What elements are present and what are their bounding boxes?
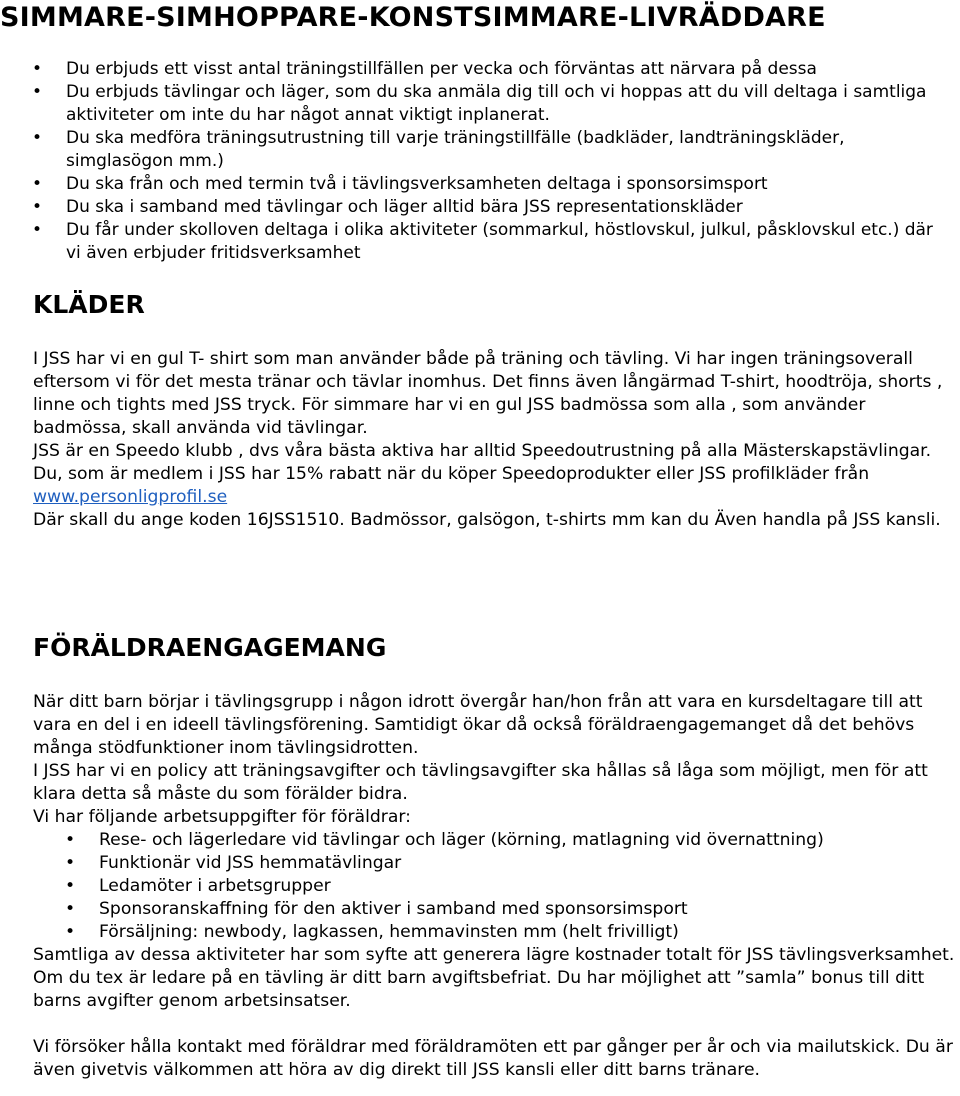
bullet-icon: • [65, 876, 76, 896]
list-item: • Ledamöter i arbetsgrupper [65, 876, 331, 896]
list-item: • Du ska i samband med tävlingar och läger alltid bära JSS representationskläder [32, 197, 743, 217]
list-item: • Rese- och lägerledare vid tävlingar och läger (körning, matlagning vid övernattning) [65, 830, 824, 850]
bullet-icon: • [65, 922, 76, 942]
list-item: • Sponsoranskaffning för den aktiver i samband med sponsorsimsport [65, 899, 688, 919]
bullet-icon: • [65, 899, 76, 919]
bullet-icon: • [65, 830, 76, 850]
list-item: • Du erbjuds ett visst antal träningstillfällen per vecka och förväntas att närvara på dessa [32, 59, 817, 79]
klader-heading: KLÄDER [33, 290, 145, 319]
profile-shop-link[interactable]: www.personligprofil.se [33, 487, 228, 507]
bullet-icon: • [65, 853, 76, 873]
foralder-paragraph-1: När ditt barn börjar i tävlingsgrupp i någon idrott övergår han/hon från att vara en kursdeltagare till att vara en del i en ideell tävlingsförening. Samtidigt ökar då också föräldraengagemanget då det behövs många stödfunktioner inom tävlingsidrotten. [33, 692, 923, 758]
foralder-paragraph-4: Samtliga av dessa aktiviteter har som syfte att generera lägre kostnader totalt för JSS tävlingsverksamhet. Om du tex är ledare på en tävling är ditt barn avgiftsbefriat. Du har möjlighet att ”samla” bonus till ditt barns avgifter genom arbetsinsatser. [33, 945, 955, 1011]
list-item: • Funktionär vid JSS hemmatävlingar [65, 853, 402, 873]
foralder-heading: FÖRÄLDRAENGAGEMANG [33, 633, 387, 662]
bullet-icon: • [32, 82, 43, 102]
klader-section [33, 348, 960, 532]
foralder-paragraph-5: Vi försöker hålla kontakt med föräldrar med föräldramöten ett par gånger per år och via mailutskick. Du är även givetvis välkommen att höra av dig direkt till JSS kansli eller ditt barns tränare. [33, 1037, 953, 1080]
klader-paragraph: I JSS har vi en gul T- shirt som man använder både på träning och tävling. Vi har ingen träningsoverall eftersom vi för det mesta tränar och tävlar inomhus. Det finns även långärmad T-shirt, hoodtröja, shorts , linne och tights med JSS tryck. För simmare har vi en gul JSS badmössa som alla , som använder badmössa, skall använda vid tävlingar. [33, 349, 943, 438]
parent-task-list [33, 829, 960, 944]
bullet-icon: • [32, 59, 43, 79]
speedo-paragraph: JSS är en Speedo klubb , dvs våra bästa aktiva har alltid Speedoutrustning på alla Mästerskapstävlingar. Du, som är medlem i JSS har 15% rabatt när du köper Speedoprodukter eller JSS profilkläder från www.personligprofil.se Där skall du ange koden 16JSS1510. Badmössor, galsögon, t-shirts mm kan du Även handla på JSS kansli. [33, 441, 941, 530]
list-item: • Du erbjuds tävlingar och läger, som du ska anmäla dig till och vi hoppas att du vill deltaga i samtliga aktiviteter om inte du har något annat viktigt inplanerat. [32, 82, 927, 125]
list-item: • Försäljning: newbody, lagkassen, hemmavinsten mm (helt frivilligt) [65, 922, 679, 942]
list-item: • Du får under skolloven deltaga i olika aktiviteter (sommarkul, höstlovskul, julkul, påsklovskul etc.) där vi även erbjuder fritidsverksamhet [32, 220, 933, 263]
foralder-paragraph-3: Vi har följande arbetsuppgifter för föräldrar: [33, 807, 411, 827]
bullet-icon: • [32, 197, 43, 217]
foralder-section [33, 691, 960, 1082]
bullet-icon: • [32, 128, 43, 148]
bullet-icon: • [32, 174, 43, 194]
foralder-paragraph-2: I JSS har vi en policy att träningsavgifter och tävlingsavgifter ska hållas så låga som möjligt, men för att klara detta så måste du som förälder bidra. [33, 761, 928, 804]
member-bullet-list [0, 58, 960, 265]
list-item: • Du ska från och med termin två i tävlingsverksamheten deltaga i sponsorsimsport [32, 174, 768, 194]
page-title: SIMMARE-SIMHOPPARE-KONSTSIMMARE-LIVRÄDDARE [0, 2, 826, 33]
list-item: • Du ska medföra träningsutrustning till varje träningstillfälle (badkläder, landträningskläder, simglasögon mm.) [32, 128, 845, 171]
bullet-icon: • [32, 220, 43, 240]
